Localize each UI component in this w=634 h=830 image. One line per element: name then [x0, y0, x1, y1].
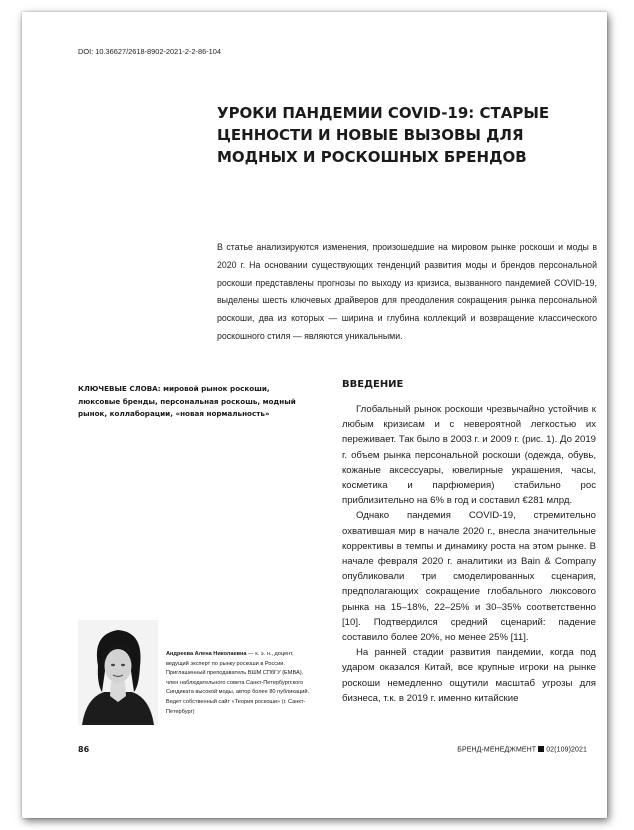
author-info [166, 650, 316, 717]
footer-journal [457, 746, 587, 754]
body-paragraph: Однако пандемия COVID-19, стремительно охватившая мир в начале 2020 г., внесла значительные коррективы в темпы и динамику роста на этом рынке. В начале февраля 2020 г. аналитики из Bain & Company опубликовали три смоделированных сценария, предполагающих сокращение глобального люксового рынка на 15–18%, 22–25% и 30–35% соответственно [10]. Подтвердился средний сценарий: падение составило более 20%, но менее 25% [11]. [342, 510, 596, 644]
doi-line: DOI: 10.36627/2618-8902-2021-2-2-86-104 [78, 47, 221, 56]
abstract: В статье анализируются изменения, произошедшие на мировом рынке роскоши и моды в 2020 г. На основании существующих тенденций развития моды и брендов персональной роскоши представлены прогнозы по выходу из кризиса, вызванного пандемией COVID-19, выделены шесть ключевых драйверов для преодоления сокращения рынка персональной роскоши, два из которых — ширина и глубина коллекций и возвращение классического роскошного стиля — являются уникальными. [217, 242, 597, 341]
section-heading: ВВЕДЕНИЕ [342, 379, 404, 390]
keywords-label: КЛЮЧЕВЫЕ СЛОВА: [78, 384, 161, 393]
body-paragraph: Глобальный рынок роскоши чрезвычайно устойчив к любым кризисам и с невероятной легкостью их переживает. Так было в 2003 г. и 2009 г. (рис. 1). До 2019 г. объем рынка персональной роскоши (одежда, обувь, кожаные аксессуары, ювелирные украшения, часы, косметика и парфюмерия) стабильно рос приблизительно на 6% в год и составил €281 млрд. [342, 404, 596, 507]
author-name: Андреева Алена Николаевна [166, 651, 247, 657]
author-portrait-image [78, 620, 158, 725]
article-title: УРОКИ ПАНДЕМИИ COVID-19: СТАРЫЕ ЦЕННОСТИ И НОВЫЕ ВЫЗОВЫ ДЛЯ МОДНЫХ И РОСКОШНЫХ БРЕНДОВ [217, 104, 550, 166]
body-paragraph: На ранней стадии развития пандемии, когда под ударом оказался Китай, все крупные игроки на рынке роскоши немедленно ощутили масштаб угрозы для бизнеса, т.к. в 2019 г. именно китайские [342, 647, 596, 704]
journal-name: БРЕНД-МЕНЕДЖМЕНТ [457, 746, 537, 754]
author-photo [78, 620, 158, 725]
keywords-text: мировой рынок роскоши, люксовые бренды, персональная роскошь, модный рынок, коллаборации, «новая нормальность» [78, 384, 296, 418]
keywords-block [78, 383, 306, 421]
body-text [342, 402, 596, 706]
page-sheet [22, 12, 607, 818]
issue-number: 02(109)2021 [546, 746, 587, 754]
author-bio: — к. э. н., доцент, ведущий эксперт по рынку роскоши в России. Приглашенный преподаватель ВШМ СПбГУ (ЕМВА), член наблюдательного совета Санкт-Петербургского Синдиката высокой моды, автор более 80 публикаций. Ведет собственный сайт «Теория роскоши» (г. Санкт-Петербург) [166, 651, 310, 715]
page-number: 86 [78, 745, 90, 754]
square-separator-icon [538, 746, 544, 752]
